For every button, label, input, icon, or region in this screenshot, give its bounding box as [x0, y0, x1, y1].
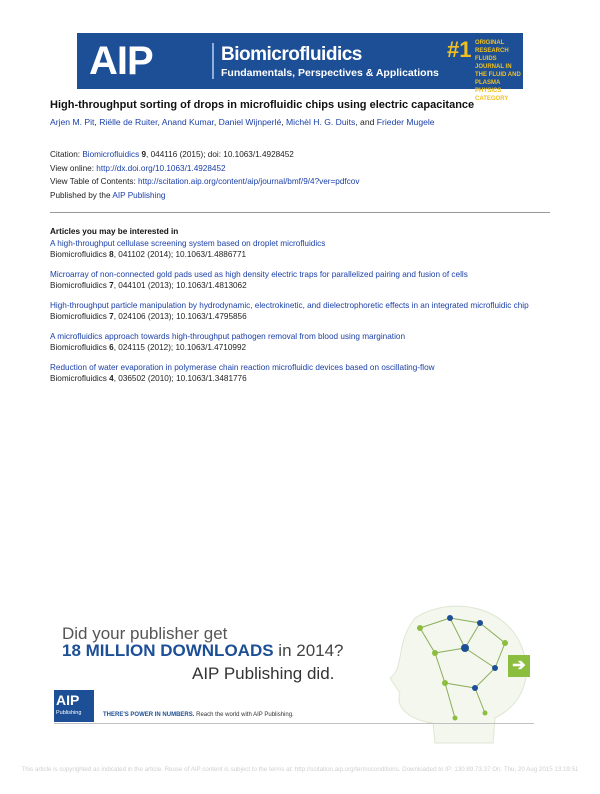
related-journal: Biomicrofluidics — [50, 374, 107, 383]
divider — [50, 212, 550, 213]
related-citation — [50, 373, 550, 384]
related-articles — [50, 227, 550, 393]
ad-headline-line2 — [62, 641, 344, 661]
banner-rank: #1 — [447, 37, 472, 62]
related-journal: Biomicrofluidics — [50, 312, 107, 321]
author-link[interactable]: Anand Kumar — [161, 117, 214, 127]
related-volume: 4 — [106, 374, 114, 383]
related-citation — [50, 311, 550, 322]
published-row — [50, 189, 359, 203]
ad-tagline — [103, 712, 294, 718]
list-item — [50, 331, 550, 353]
related-citation — [50, 249, 550, 260]
view-online-row — [50, 162, 359, 176]
banner-divider — [212, 43, 214, 79]
arrow-right-icon[interactable]: ➔ — [508, 655, 530, 677]
author-list: Arjen M. Pit, Riëlle de Ruiter, Anand Kumar, Daniel Wijnperlé, Michèl H. G. Duits, and Frieder Mugele — [50, 117, 435, 127]
related-rest: , 041102 (2014); 10.1063/1.4886771 — [113, 250, 247, 259]
ad-highlight: 18 MILLION DOWNLOADS — [62, 641, 274, 660]
aip-publishing-logo — [54, 690, 94, 722]
list-item — [50, 300, 550, 322]
related-journal: Biomicrofluidics — [50, 281, 107, 290]
ad-headline-line1: Did your publisher get — [62, 624, 228, 643]
related-heading: Articles you may be interested in — [50, 227, 179, 236]
banner-tagline: ORIGINAL RESEARCH FLUIDS JOURNAL IN THE FLUID AND PLASMA PHYSICS CATEGORY — [475, 40, 521, 102]
ad-divider — [54, 723, 534, 724]
ad-line2-rest: in 2014? — [273, 641, 344, 660]
ad-headline-line3: AIP Publishing did. — [192, 664, 335, 683]
author-last-separator: , and — [355, 117, 377, 127]
author-link[interactable]: Riëlle de Ruiter — [99, 117, 158, 127]
list-item — [50, 362, 550, 384]
related-rest: , 044101 (2013); 10.1063/1.4813062 — [113, 281, 247, 290]
related-article-link[interactable]: Reduction of water evaporation in polymerase chain reaction microfluidic devices based on oscillating-flow — [50, 363, 435, 372]
list-item — [50, 238, 550, 260]
related-citation — [50, 342, 550, 353]
banner-journal-subtitle: Fundamentals, Perspectives & Applications — [221, 67, 439, 79]
author-link[interactable]: Daniel Wijnperlé — [218, 117, 282, 127]
copyright-footer: This article is copyrighted as indicated in the article. Reuse of AIP content is subject to the terms at: http://scitation.aip.org/termsconditions. Downloaded to IP: 130.89.73.37 On: Thu, 20 Aug 2015 13:19:51 — [21, 766, 579, 773]
view-online-link[interactable]: http://dx.doi.org/10.1063/1.4928452 — [96, 163, 226, 173]
related-article-link[interactable]: High-throughput particle manipulation by hydrodynamic, electrokinetic, and dielectrophoretic effects in an integrated microfluidic chip — [50, 301, 529, 310]
related-article-link[interactable]: A high-throughput cellulase screening system based on droplet microfluidics — [50, 239, 326, 248]
citation-block — [50, 148, 359, 202]
related-article-link[interactable]: A microfluidics approach towards high-throughput pathogen removal from blood using margination — [50, 332, 405, 341]
ad-tagline-strong: THERE'S POWER IN NUMBERS. — [103, 712, 195, 718]
list-item — [50, 269, 550, 291]
ad-logo-subtext: Publishing — [56, 710, 82, 716]
related-volume: 8 — [106, 250, 114, 259]
related-article-link[interactable]: Microarray of non-connected gold pads used as high density electric traps for parallelized pairing and fusion of cells — [50, 270, 468, 279]
author-link[interactable]: Arjen M. Pit — [50, 117, 95, 127]
related-rest: , 024115 (2012); 10.1063/1.4710992 — [113, 343, 247, 352]
toc-label: View Table of Contents: — [50, 177, 138, 186]
citation-journal-link[interactable]: Biomicrofluidics — [82, 150, 140, 159]
journal-banner[interactable] — [77, 33, 523, 102]
citation-rest: , 044116 (2015); doi: 10.1063/1.4928452 — [146, 150, 294, 159]
related-rest: , 036502 (2010); 10.1063/1.3481776 — [113, 374, 247, 383]
citation-label: Citation: — [50, 150, 83, 159]
related-volume: 6 — [106, 343, 114, 352]
ad-tagline-rest: Reach the world with AIP Publishing. — [194, 712, 294, 718]
author-link[interactable]: Michèl H. G. Duits — [286, 117, 356, 127]
citation-row — [50, 148, 359, 162]
author-link[interactable]: Frieder Mugele — [376, 117, 435, 127]
related-rest: , 024106 (2013); 10.1063/1.4795856 — [113, 312, 247, 321]
related-journal: Biomicrofluidics — [50, 343, 107, 352]
toc-link[interactable]: http://scitation.aip.org/content/aip/journal/bmf/9/4?ver=pdfcov — [138, 177, 360, 186]
article-title: High-throughput sorting of drops in microfluidic chips using electric capacitance — [50, 99, 475, 111]
banner-journal-title: Biomicrofluidics — [221, 44, 362, 65]
related-volume: 7 — [106, 281, 114, 290]
view-online-label: View online: — [50, 163, 97, 173]
related-journal: Biomicrofluidics — [50, 250, 107, 259]
related-volume: 7 — [106, 312, 114, 321]
aip-logo: AIP — [89, 39, 153, 83]
related-citation — [50, 280, 550, 291]
toc-row — [50, 175, 359, 189]
published-label: Published by the — [50, 190, 113, 200]
citation-volume: 9 — [139, 150, 147, 159]
publisher-link[interactable]: AIP Publishing — [112, 190, 166, 200]
ad-logo-text: AIP — [56, 692, 80, 708]
